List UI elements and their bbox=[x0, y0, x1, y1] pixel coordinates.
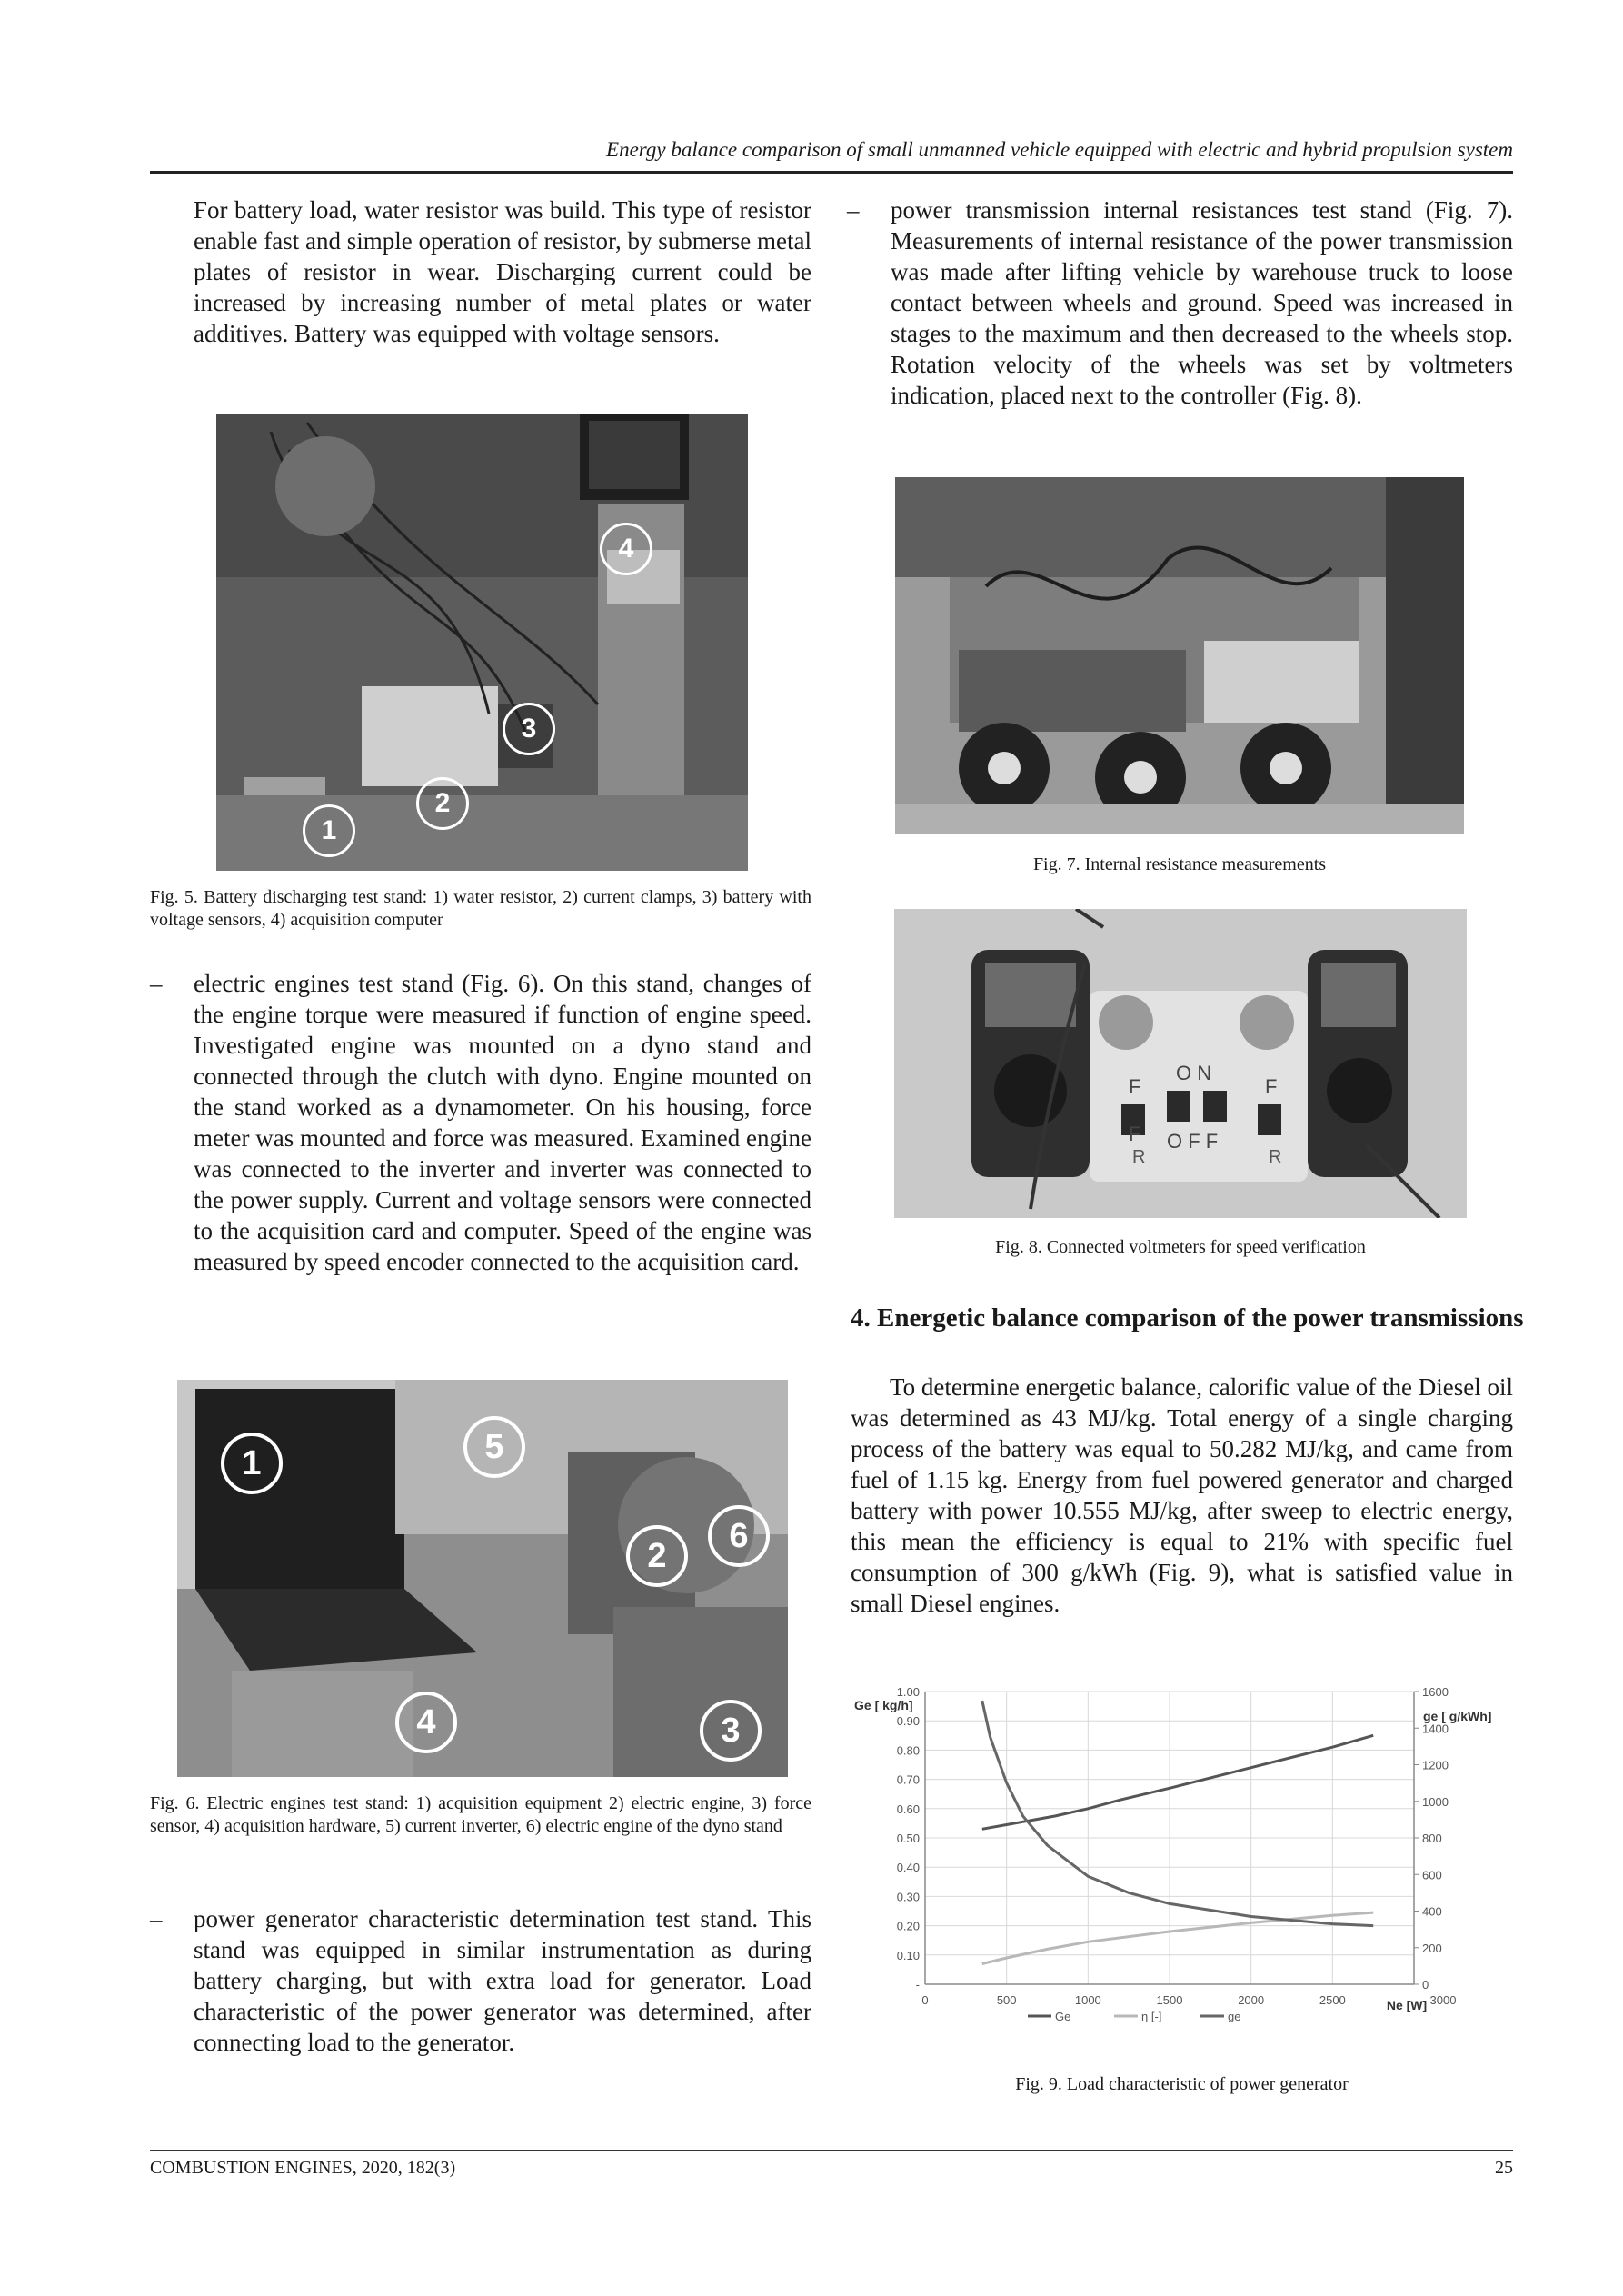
fig8-label-f-lower: F bbox=[1129, 1123, 1141, 1145]
x-axis-title: Ne [W] bbox=[1386, 1998, 1428, 2012]
paragraph-energetic-balance: To determine energetic balance, calorific value of the Diesel oil was determined as 43 MJ/kg. Total energy of a single charging process of the battery was equal to 50.282 MJ/kg, and came from fuel of 1.15 kg. Energy from fuel powered generator and charged battery with power 10.555 MJ/kg, after sweep to electric energy, this mean the efficiency is equal to 21% with specific fuel consumption of 300 g/kWh (Fig. 9), what is satisfied value in small Diesel engines. bbox=[851, 1373, 1513, 1617]
bullet-electric-engines: – electric engines test stand (Fig. 6). On this stand, changes of the engine torque were measured if function of engine speed. Investigated engine was mounted on a dyno stand and connected through the clutch with dyno. Engine mounted on the stand worked as a dynamometer. On his housing, force meter was mounted and force was measured. Examined engine was connected to the inverter and inverter was connected to the power supply. Current and voltage sensors were connected to the acquisition card and computer. Speed of the engine was measured by speed encoder connected to the acquisition card. bbox=[150, 970, 812, 1275]
fig6-marker-5: 5 bbox=[463, 1416, 525, 1478]
y-right-tick-label: 600 bbox=[1422, 1868, 1442, 1882]
fig8-label-r-left: R bbox=[1132, 1147, 1146, 1167]
figure-6-photo bbox=[177, 1380, 788, 1777]
y-right-tick-label: 1600 bbox=[1422, 1685, 1449, 1699]
bullet-dash: – bbox=[150, 970, 163, 997]
y-left-tick-label: 0.80 bbox=[896, 1743, 920, 1758]
fig8-label-off: O F F bbox=[1167, 1130, 1219, 1153]
y-left-tick-label: 1.00 bbox=[896, 1685, 920, 1699]
y-left-tick-label: - bbox=[915, 1978, 920, 1992]
fig6-marker-6: 6 bbox=[708, 1505, 770, 1567]
legend-label: ge bbox=[1228, 2010, 1241, 2022]
y-left-tick-label: 0.10 bbox=[896, 1948, 920, 1962]
fig8-label-on: O N bbox=[1176, 1062, 1212, 1084]
figure-5-photo bbox=[216, 414, 748, 871]
bullet-internal-resistance: – power transmission internal resistances test stand (Fig. 7). Measurements of internal resistance of the power transmission was made after lifting vehicle by warehouse truck to loose contact between wheels and ground. Speed was increased in stages to the maximum and then decreased to the wheels stop. Rotation velocity of the wheels was set by voltmeters indication, placed next to the controller (Fig. 8). bbox=[847, 196, 1513, 409]
fig5-marker-2: 2 bbox=[416, 777, 469, 830]
fig6-marker-1: 1 bbox=[221, 1433, 283, 1494]
y-right-tick-label: 1400 bbox=[1422, 1722, 1449, 1736]
x-tick-label: 2500 bbox=[1319, 1993, 1346, 2007]
y-right-tick-label: 400 bbox=[1422, 1904, 1442, 1919]
figure-7-photo bbox=[895, 477, 1464, 834]
y-right-tick-label: 800 bbox=[1422, 1832, 1442, 1845]
y-left-tick-label: 0.90 bbox=[896, 1714, 920, 1729]
x-tick-label: 0 bbox=[921, 1993, 929, 2007]
x-tick-label: 1000 bbox=[1074, 1993, 1101, 2007]
figure-9-chart bbox=[851, 1675, 1513, 2022]
figure-9-caption: Fig. 9. Load characteristic of power generator bbox=[1015, 2074, 1349, 2094]
fig6-marker-3: 3 bbox=[700, 1700, 762, 1762]
figure-7-caption: Fig. 7. Internal resistance measurements bbox=[1032, 854, 1327, 874]
x-tick-label: 1500 bbox=[1156, 1993, 1183, 2007]
page-number: 25 bbox=[1495, 2158, 1513, 2178]
fig5-marker-3: 3 bbox=[503, 703, 555, 755]
bullet-power-generator: – power generator characteristic determination test stand. This stand was equipped in similar instrumentation as during battery charging, but with extra load for generator. Load characteristic of the power generator was determined, after connecting load to the generator. bbox=[150, 1905, 812, 2056]
y-left-tick-label: 0.40 bbox=[896, 1861, 920, 1875]
bullet-dash: – bbox=[150, 1905, 163, 1932]
y-right-tick-label: 0 bbox=[1422, 1978, 1429, 1992]
chart-grid bbox=[925, 1692, 1414, 1984]
footer-journal: COMBUSTION ENGINES, 2020, 182(3) bbox=[150, 2158, 456, 2178]
x-tick-label: 2000 bbox=[1238, 1993, 1265, 2007]
figure-6-caption: Fig. 6. Electric engines test stand: 1) acquisition equipment 2) electric engine, 3) force sensor, 4) acquisition hardware, 5) current inverter, 6) electric engine of the dyno stand bbox=[150, 1793, 812, 1836]
fig5-marker-4: 4 bbox=[600, 523, 652, 575]
fig5-marker-1: 1 bbox=[303, 804, 355, 857]
y-right-tick-label: 200 bbox=[1422, 1941, 1442, 1955]
x-tick-label: 500 bbox=[996, 1993, 1017, 2007]
legend-label: η [-] bbox=[1141, 2010, 1162, 2022]
y-left-tick-label: 0.70 bbox=[896, 1772, 920, 1787]
fig6-marker-4: 4 bbox=[395, 1692, 457, 1753]
paragraph-water-resistor: For battery load, water resistor was build. This type of resistor enable fast and simple operation of resistor, by submerse metal plates of resistor in wear. Discharging current could be increased by increasing number of metal plates or water additives. Battery was equipped with voltage sensors. bbox=[194, 196, 812, 347]
y-left-axis-title: Ge [ kg/h] bbox=[854, 1698, 913, 1712]
figure-5-caption: Fig. 5. Battery discharging test stand: 1) water resistor, 2) current clamps, 3) battery with voltage sensors, 4) acquisition computer bbox=[150, 887, 812, 930]
y-left-tick-label: 0.20 bbox=[896, 1919, 920, 1933]
fig8-label-f-right: F bbox=[1265, 1075, 1278, 1098]
section-heading: 4. Energetic balance comparison of the power transmissions bbox=[851, 1303, 1524, 1333]
y-left-tick-label: 0.50 bbox=[896, 1832, 920, 1845]
x-tick-label: 3000 bbox=[1429, 1993, 1457, 2007]
figure-8-photo bbox=[894, 909, 1467, 1218]
legend-label: Ge bbox=[1055, 2010, 1071, 2022]
fig8-label-f-left: F bbox=[1129, 1075, 1141, 1098]
y-left-tick-label: 0.60 bbox=[896, 1802, 920, 1816]
y-right-axis-title: ge [ g/kWh] bbox=[1423, 1709, 1492, 1723]
fig6-marker-2: 2 bbox=[626, 1525, 688, 1587]
y-right-tick-label: 1000 bbox=[1422, 1794, 1449, 1809]
bullet-dash: – bbox=[847, 196, 860, 224]
y-left-tick-label: 0.30 bbox=[896, 1890, 920, 1904]
footer-rule bbox=[150, 2150, 1513, 2151]
figure-8-caption: Fig. 8. Connected voltmeters for speed verification bbox=[995, 1237, 1366, 1257]
running-title: Energy balance comparison of small unmanned vehicle equipped with electric and hybrid propulsion system bbox=[606, 138, 1513, 161]
y-right-tick-label: 1200 bbox=[1422, 1758, 1449, 1772]
fig8-label-r-right: R bbox=[1269, 1147, 1282, 1167]
header-rule bbox=[150, 171, 1513, 174]
